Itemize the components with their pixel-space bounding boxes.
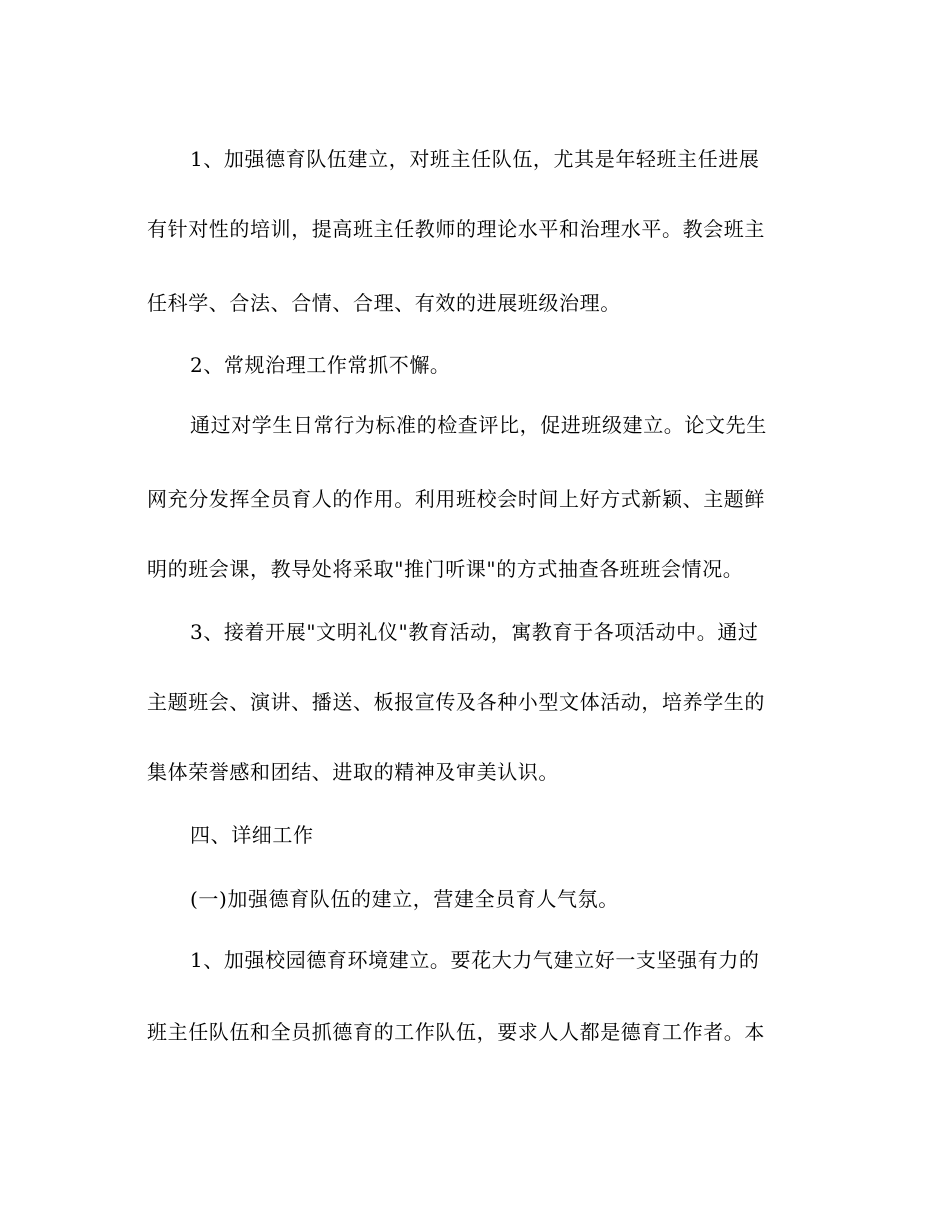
section-heading: 四、详细工作 bbox=[190, 823, 314, 847]
paragraph-3-line-3: 明的班会课，教导处将采取"推门听课"的方式抽查各班班会情况。 bbox=[147, 557, 744, 581]
paragraph-3-line-1: 通过对学生日常行为标准的检查评比，促进班级建立。论文先生 bbox=[190, 413, 767, 437]
subsection-heading: (一)加强德育队伍的建立，营建全员育人气氛。 bbox=[190, 887, 619, 911]
paragraph-1-line-3: 任科学、合法、合情、合理、有效的进展班级治理。 bbox=[147, 291, 621, 315]
paragraph-4-line-3: 集体荣誉感和团结、进取的精神及审美认识。 bbox=[147, 760, 559, 784]
paragraph-1-line-2: 有针对性的培训，提高班主任教师的理论水平和治理水平。教会班主 bbox=[147, 217, 765, 241]
paragraph-2-heading: 2、常规治理工作常抓不懈。 bbox=[190, 353, 451, 377]
paragraph-3-line-2: 网充分发挥全员育人的作用。利用班校会时间上好方式新颖、主题鲜 bbox=[147, 487, 765, 511]
paragraph-5-line-2: 班主任队伍和全员抓德育的工作队伍，要求人人都是德育工作者。本 bbox=[147, 1020, 765, 1044]
paragraph-4-line-1: 3、接着开展"文明礼仪"教育活动，寓教育于各项活动中。通过 bbox=[190, 620, 759, 644]
paragraph-5-line-1: 1、加强校园德育环境建立。要花大力气建立好一支坚强有力的 bbox=[190, 948, 760, 972]
paragraph-1-line-1: 1、加强德育队伍建立，对班主任队伍，尤其是年轻班主任进展 bbox=[190, 147, 760, 171]
paragraph-4-line-2: 主题班会、演讲、播送、板报宣传及各种小型文体活动，培养学生的 bbox=[147, 690, 765, 714]
